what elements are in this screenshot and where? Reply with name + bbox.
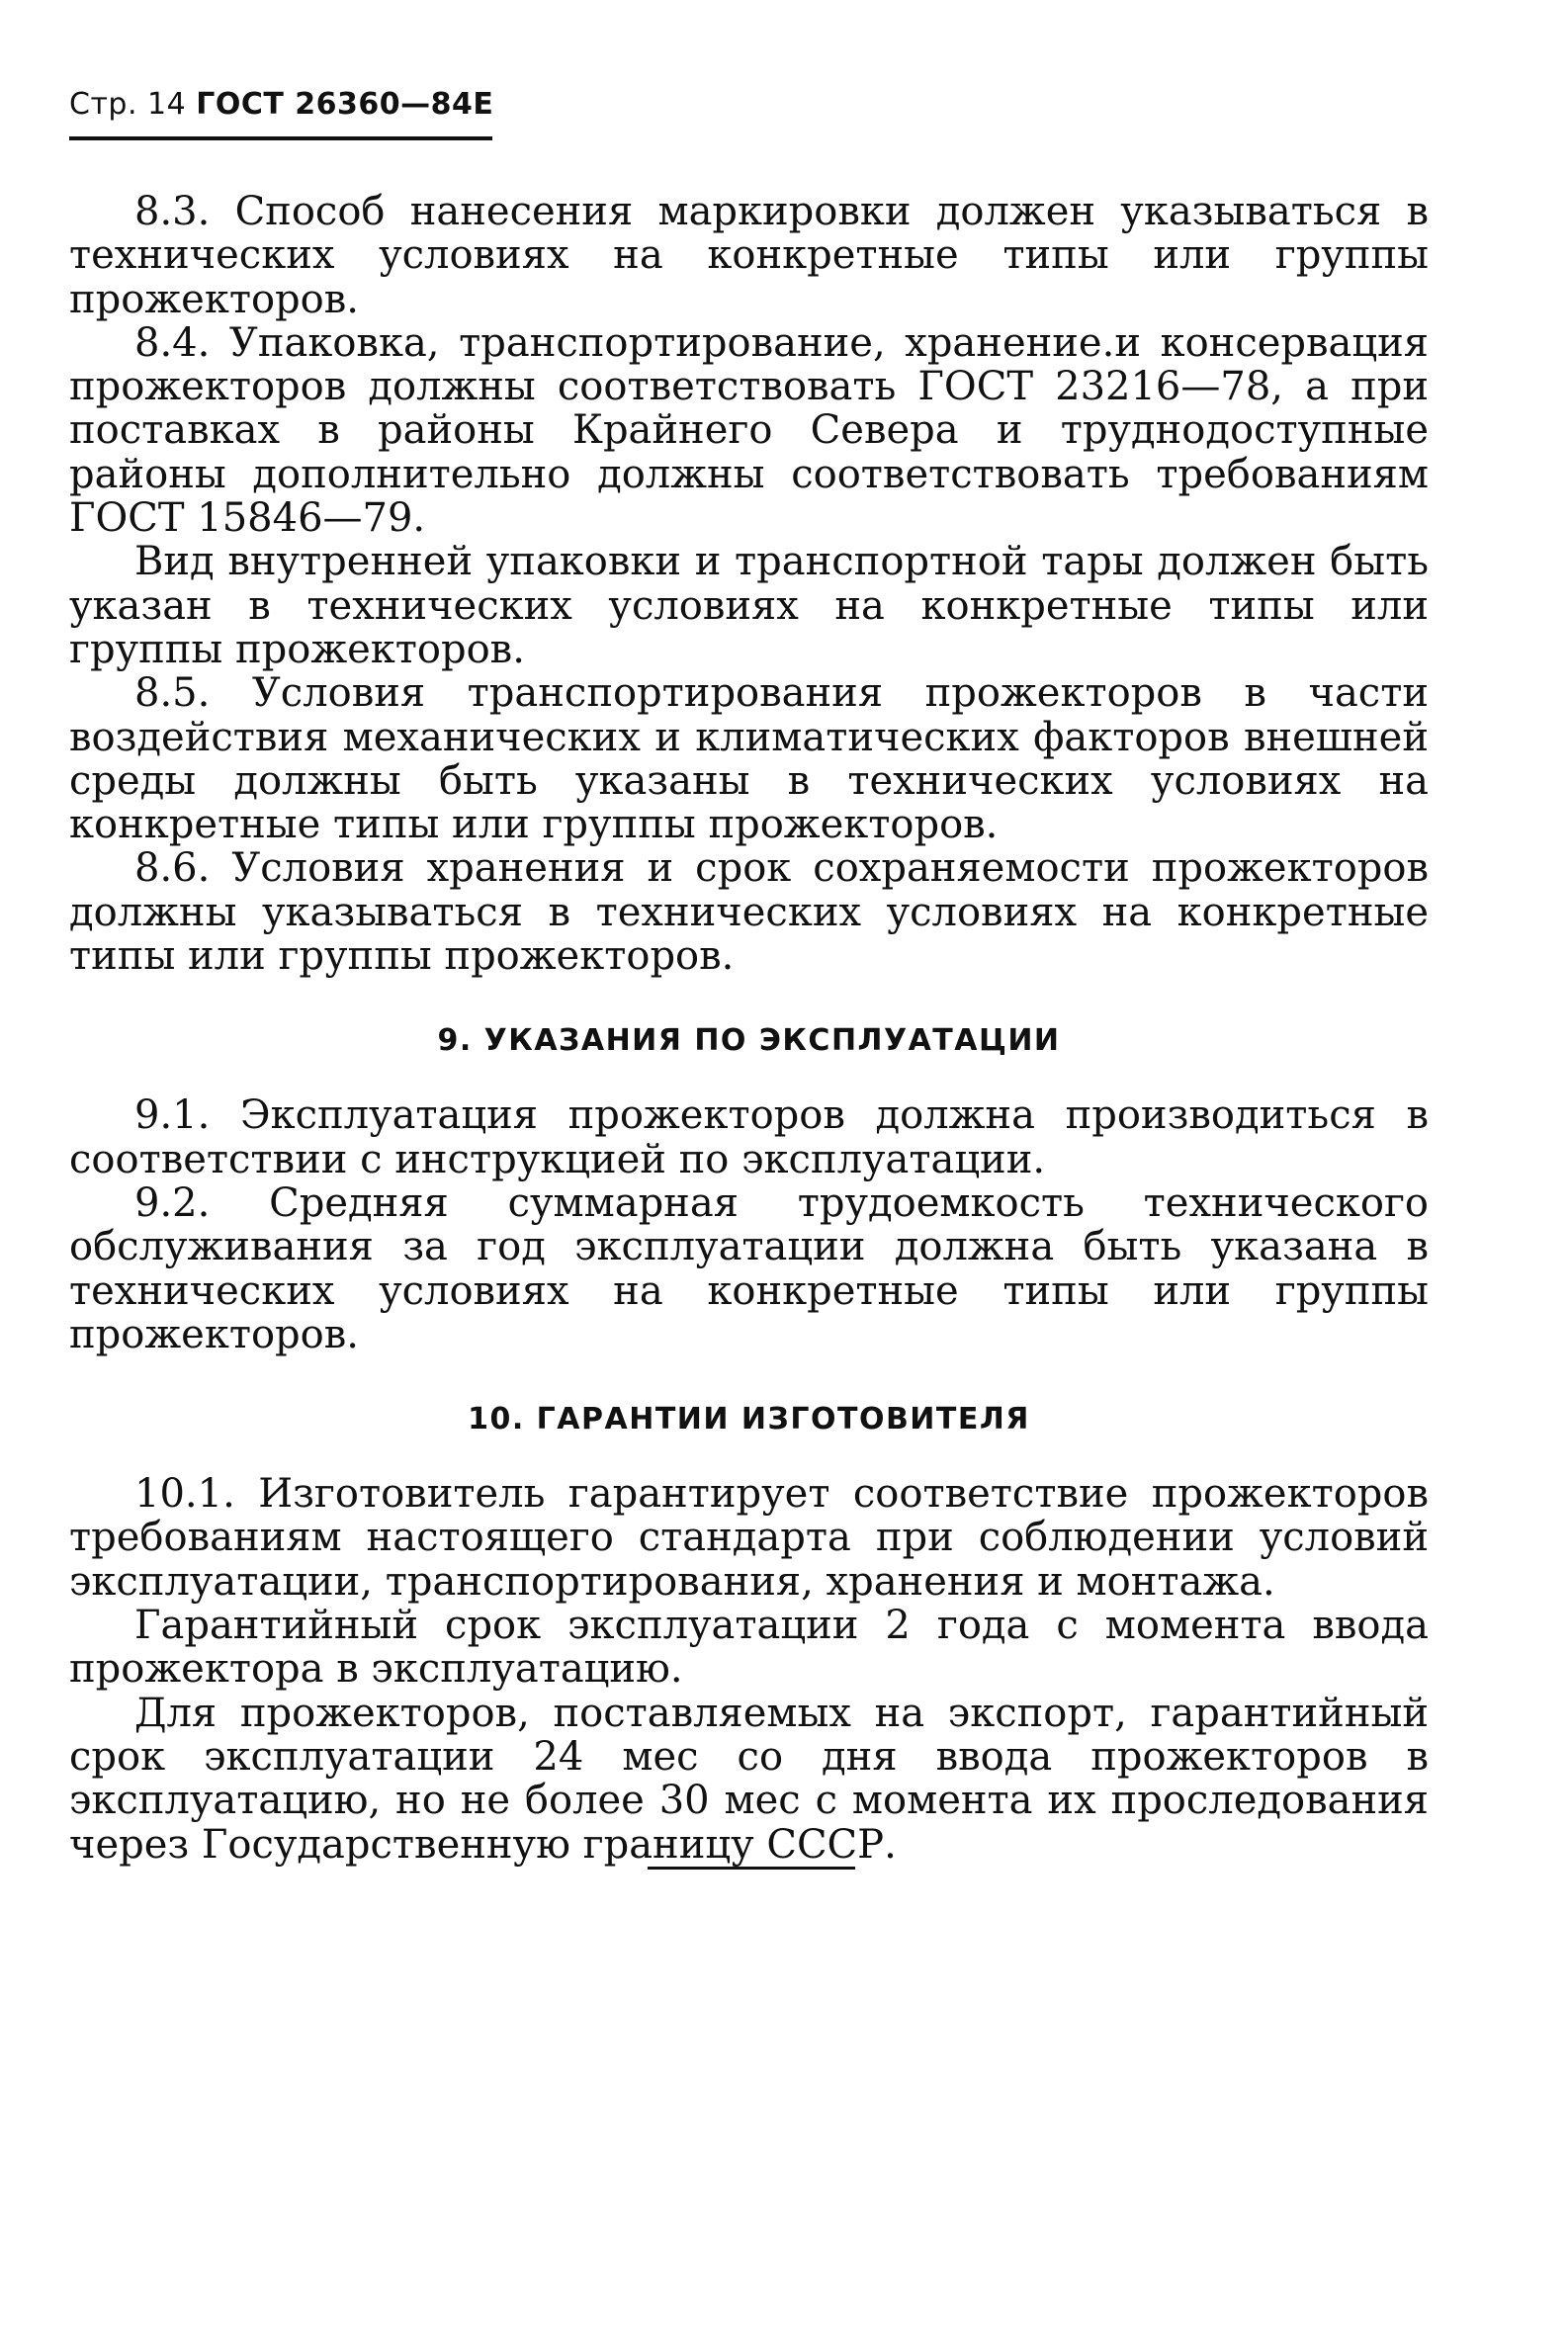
paragraph-10-1-export: Для прожекторов, поставляемых на экспорт, гарантийный срок эксплуатации 24 мес со дня ввода прожекторов в эксплуатацию, но не более 30 мес с момента их проследования через Государственную границу СССР. xyxy=(69,1690,1429,1868)
paragraph-8-5: 8.5. Условия транспортирования прожекторов в части воздействия механических и климатических факторов внешней среды должны быть указаны в технических условиях на конкретные типы или группы прожекторов. xyxy=(69,670,1429,848)
paragraph-8-6: 8.6. Условия хранения и срок сохраняемости прожекторов должны указываться в технических условиях на конкретные типы или группы прожекторов. xyxy=(69,845,1429,980)
document-body xyxy=(69,190,1429,1867)
paragraph-8-3: 8.3. Способ нанесения маркировки должен указываться в технических условиях на конкретные типы или группы прожекторов. xyxy=(69,189,1429,322)
paragraph-9-1: 9.1. Эксплуатация прожекторов должна производиться в соответствии с инструкцией по эксплуатации. xyxy=(69,1092,1429,1182)
standard-designation: ГОСТ 26360—84Е xyxy=(196,87,494,122)
paragraph-8-4-packaging: Вид внутренней упаковки и транспортной тары должен быть указан в технических условиях на конкретные типы или группы прожекторов. xyxy=(69,539,1429,672)
section-10-heading: 10. ГАРАНТИИ ИЗГОТОВИТЕЛЯ xyxy=(468,1402,1030,1437)
paragraph-10-1: 10.1. Изготовитель гарантирует соответствие прожекторов требованиям настоящего стандарта при соблюдении условий эксплуатации, транспортирования, хранения и монтажа. xyxy=(69,1471,1429,1605)
header-underline xyxy=(69,136,492,140)
end-of-text-rule xyxy=(648,1867,855,1870)
paragraph-9-2: 9.2. Средняя суммарная трудоемкость технического обслуживания за год эксплуатации должна быть указана в технических условиях на конкретные типы или группы прожекторов. xyxy=(69,1179,1429,1357)
paragraph-8-4: 8.4. Упаковка, транспортирование, хранение.и консервация прожекторов должны соответствовать ГОСТ 23216—78, а при поставках в районы Крайнего Севера и труднодоступные районы дополнительно должны соответствовать требованиям ГОСТ 15846—79. xyxy=(69,319,1429,542)
section-9-heading: 9. УКАЗАНИЯ ПО ЭКСПЛУАТАЦИИ xyxy=(437,1023,1061,1059)
page-header xyxy=(69,85,493,125)
paragraph-10-1-warranty: Гарантийный срок эксплуатации 2 года с момента ввода прожектора в эксплуатацию. xyxy=(69,1603,1429,1693)
page-number: Стр. 14 xyxy=(69,87,187,122)
